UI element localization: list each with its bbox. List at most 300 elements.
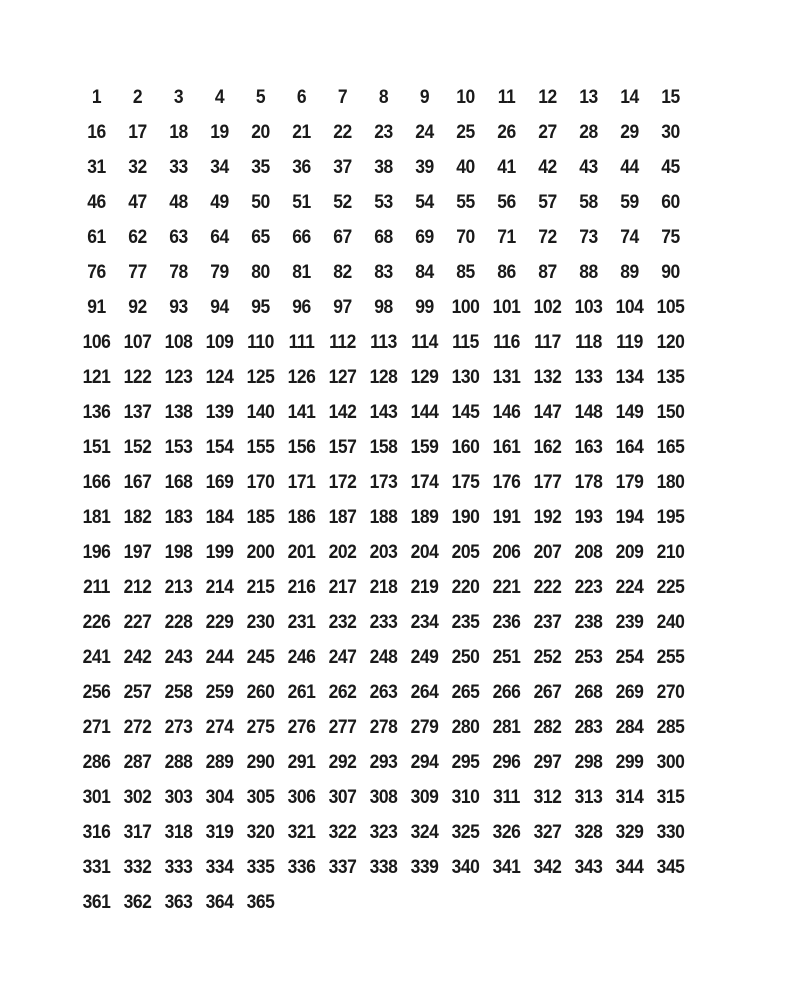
number-cell: 147 [533,401,562,423]
number-cell: 237 [533,611,562,633]
number-cell: 278 [369,716,398,738]
number-cell: 250 [451,646,480,668]
number-cell: 235 [451,611,480,633]
number-cell: 50 [251,191,270,213]
number-cell: 47 [128,191,147,213]
number-cell: 160 [451,436,480,458]
number-cell: 39 [415,156,434,178]
number-cell: 28 [579,121,598,143]
number-cell: 326 [492,821,521,843]
number-cell: 137 [123,401,152,423]
number-cell: 174 [410,471,439,493]
number-cell: 23 [374,121,393,143]
number-cell: 130 [451,366,480,388]
number-cell: 152 [123,436,152,458]
number-cell: 159 [410,436,439,458]
number-cell: 194 [615,506,644,528]
number-cell: 209 [615,541,644,563]
number-cell: 19 [210,121,229,143]
number-cell: 139 [205,401,234,423]
number-cell: 258 [164,681,193,703]
number-cell: 182 [123,506,152,528]
number-cell: 184 [205,506,234,528]
number-cell: 260 [246,681,275,703]
number-cell: 41 [497,156,516,178]
number-cell: 293 [369,751,398,773]
number-cell: 121 [82,366,111,388]
number-cell: 295 [451,751,480,773]
number-cell: 189 [410,506,439,528]
number-cell: 204 [410,541,439,563]
number-cell: 104 [615,296,644,318]
number-cell: 21 [292,121,311,143]
number-cell: 328 [574,821,603,843]
number-cell: 177 [533,471,562,493]
number-cell: 33 [169,156,188,178]
number-cell: 164 [615,436,644,458]
number-cell: 146 [492,401,521,423]
number-cell: 253 [574,646,603,668]
number-cell: 307 [328,786,357,808]
number-cell: 225 [656,576,685,598]
number-cell: 215 [246,576,275,598]
number-cell: 238 [574,611,603,633]
number-cell: 334 [205,856,234,878]
number-cell: 155 [246,436,275,458]
number-cell: 275 [246,716,275,738]
number-cell: 32 [128,156,147,178]
number-cell: 203 [369,541,398,563]
number-cell: 210 [656,541,685,563]
number-cell: 216 [287,576,316,598]
number-cell: 40 [456,156,475,178]
number-cell: 198 [164,541,193,563]
number-cell: 200 [246,541,275,563]
number-cell: 24 [415,121,434,143]
number-cell: 333 [164,856,193,878]
number-cell: 270 [656,681,685,703]
number-cell: 77 [128,261,147,283]
number-cell: 59 [620,191,639,213]
number-cell: 20 [251,121,270,143]
number-cell: 166 [82,471,111,493]
number-cell: 188 [369,506,398,528]
number-cell: 246 [287,646,316,668]
number-cell: 207 [533,541,562,563]
number-cell: 84 [415,261,434,283]
number-cell: 100 [451,296,480,318]
number-cell: 305 [246,786,275,808]
number-cell: 112 [329,331,356,353]
number-cell: 128 [369,366,398,388]
number-cell: 226 [82,611,111,633]
number-cell: 244 [205,646,234,668]
number-cell: 14 [620,86,639,108]
number-cell: 296 [492,751,521,773]
number-cell: 240 [656,611,685,633]
number-cell: 140 [246,401,275,423]
number-cell: 118 [575,331,602,353]
number-cell: 256 [82,681,111,703]
number-cell: 300 [656,751,685,773]
number-cell: 233 [369,611,398,633]
number-cell: 93 [169,296,188,318]
number-cell: 234 [410,611,439,633]
number-cell: 78 [169,261,188,283]
number-cell: 58 [579,191,598,213]
number-cell: 151 [82,436,111,458]
number-cell: 187 [328,506,357,528]
number-cell: 132 [533,366,562,388]
number-cell: 98 [374,296,393,318]
number-cell: 94 [210,296,229,318]
number-cell: 308 [369,786,398,808]
number-cell: 285 [656,716,685,738]
number-cell: 80 [251,261,270,283]
number-cell: 26 [497,121,516,143]
number-cell: 89 [620,261,639,283]
number-cell: 129 [410,366,439,388]
number-cell: 51 [292,191,311,213]
number-cell: 205 [451,541,480,563]
number-cell: 46 [87,191,106,213]
number-cell: 227 [123,611,152,633]
number-cell: 135 [656,366,685,388]
number-cell: 284 [615,716,644,738]
number-cell: 17 [128,121,147,143]
number-cell: 141 [287,401,316,423]
number-cell: 332 [123,856,152,878]
number-cell: 161 [492,436,521,458]
number-cell: 265 [451,681,480,703]
number-cell: 9 [419,86,430,108]
number-cell: 133 [574,366,603,388]
number-cell: 281 [492,716,521,738]
number-cell: 37 [333,156,352,178]
number-cell: 322 [328,821,357,843]
number-cell: 149 [615,401,644,423]
number-cell: 180 [656,471,685,493]
number-cell: 82 [333,261,352,283]
number-cell: 29 [620,121,639,143]
number-cell: 338 [369,856,398,878]
number-cell: 105 [656,296,685,318]
number-cell: 123 [164,366,193,388]
number-cell: 162 [533,436,562,458]
number-cell: 79 [210,261,229,283]
number-cell: 294 [410,751,439,773]
number-cell: 179 [615,471,644,493]
number-cell: 323 [369,821,398,843]
number-cell: 277 [328,716,357,738]
number-cell: 345 [656,856,685,878]
number-cell: 340 [451,856,480,878]
number-cell: 193 [574,506,603,528]
number-cell: 172 [328,471,357,493]
number-cell: 170 [246,471,275,493]
number-cell: 67 [333,226,352,248]
number-cell: 56 [497,191,516,213]
number-cell: 304 [205,786,234,808]
number-cell: 92 [128,296,147,318]
number-cell: 241 [82,646,111,668]
number-cell: 27 [538,121,557,143]
number-cell: 342 [533,856,562,878]
number-cell: 167 [123,471,152,493]
number-cell: 53 [374,191,393,213]
number-cell: 224 [615,576,644,598]
number-cell: 266 [492,681,521,703]
number-cell: 315 [656,786,685,808]
number-cell: 48 [169,191,188,213]
number-cell: 115 [452,331,479,353]
number-cell: 109 [205,331,234,353]
number-cell: 64 [210,226,229,248]
number-cell: 365 [246,891,275,913]
number-cell: 55 [456,191,475,213]
number-cell: 99 [415,296,434,318]
number-cell: 197 [123,541,152,563]
number-cell: 229 [205,611,234,633]
number-cell: 211 [83,576,110,598]
number-cell: 248 [369,646,398,668]
number-cell: 61 [87,226,106,248]
number-cell: 25 [456,121,475,143]
number-cell: 232 [328,611,357,633]
number-cell: 283 [574,716,603,738]
number-cell: 73 [579,226,598,248]
number-cell: 38 [374,156,393,178]
number-cell: 220 [451,576,480,598]
number-cell: 8 [378,86,389,108]
number-cell: 60 [661,191,680,213]
number-cell: 144 [410,401,439,423]
number-cell: 191 [492,506,521,528]
number-cell: 101 [492,296,521,318]
number-cell: 117 [534,331,561,353]
number-cell: 103 [574,296,603,318]
number-cell: 201 [287,541,316,563]
number-cell: 122 [123,366,152,388]
number-cell: 299 [615,751,644,773]
number-cell: 327 [533,821,562,843]
number-cell: 199 [205,541,234,563]
number-cell: 150 [656,401,685,423]
number-cell: 169 [205,471,234,493]
number-cell: 136 [82,401,111,423]
number-cell: 158 [369,436,398,458]
number-cell: 173 [369,471,398,493]
number-cell: 297 [533,751,562,773]
number-cell: 13 [579,86,598,108]
number-cell: 86 [497,261,516,283]
number-cell: 228 [164,611,193,633]
number-cell: 42 [538,156,557,178]
number-cell: 208 [574,541,603,563]
number-cell: 249 [410,646,439,668]
number-cell: 317 [123,821,152,843]
number-cell: 22 [333,121,352,143]
number-cell: 251 [492,646,521,668]
number-cell: 339 [410,856,439,878]
number-cell: 168 [164,471,193,493]
number-cell: 214 [205,576,234,598]
number-cell: 361 [82,891,111,913]
number-cell: 124 [205,366,234,388]
number-cell: 34 [210,156,229,178]
number-cell: 70 [456,226,475,248]
number-cell: 157 [328,436,357,458]
number-cell: 148 [574,401,603,423]
number-cell: 181 [82,506,111,528]
number-cell: 156 [287,436,316,458]
number-cell: 91 [87,296,106,318]
number-cell: 344 [615,856,644,878]
number-cell: 134 [615,366,644,388]
number-cell: 12 [538,86,557,108]
number-cell: 292 [328,751,357,773]
number-cell: 163 [574,436,603,458]
number-cell: 263 [369,681,398,703]
number-cell: 288 [164,751,193,773]
number-cell: 153 [164,436,193,458]
number-cell: 95 [251,296,270,318]
number-cell: 138 [164,401,193,423]
number-cell: 261 [287,681,316,703]
number-cell: 57 [538,191,557,213]
number-cell: 2 [132,86,143,108]
number-cell: 18 [169,121,188,143]
number-cell: 178 [574,471,603,493]
number-cell: 81 [292,261,311,283]
number-cell: 318 [164,821,193,843]
number-cell: 106 [82,331,111,353]
number-cell: 279 [410,716,439,738]
number-cell: 43 [579,156,598,178]
number-cell: 183 [164,506,193,528]
number-cell: 239 [615,611,644,633]
number-cell: 71 [497,226,516,248]
number-cell: 35 [251,156,270,178]
number-cell: 90 [661,261,680,283]
number-cell: 213 [164,576,193,598]
number-cell: 97 [333,296,352,318]
number-cell: 271 [82,716,111,738]
number-cell: 254 [615,646,644,668]
number-cell: 303 [164,786,193,808]
number-cell: 66 [292,226,311,248]
number-cell: 127 [328,366,357,388]
number-cell: 230 [246,611,275,633]
number-cell: 236 [492,611,521,633]
number-cell: 286 [82,751,111,773]
number-cell: 252 [533,646,562,668]
number-cell: 321 [287,821,316,843]
number-cell: 102 [533,296,562,318]
number-cell: 202 [328,541,357,563]
number-cell: 11 [497,86,516,108]
number-cell: 309 [410,786,439,808]
number-cell: 280 [451,716,480,738]
number-cell: 10 [456,86,475,108]
number-cell: 6 [296,86,307,108]
number-cell: 267 [533,681,562,703]
number-cell: 36 [292,156,311,178]
number-cell: 262 [328,681,357,703]
number-cell: 69 [415,226,434,248]
number-cell: 273 [164,716,193,738]
number-cell: 114 [411,331,438,353]
number-cell: 65 [251,226,270,248]
number-cell: 362 [123,891,152,913]
number-cell: 125 [246,366,275,388]
number-cell: 231 [287,611,316,633]
number-cell: 264 [410,681,439,703]
number-cell: 282 [533,716,562,738]
number-cell: 302 [123,786,152,808]
number-cell: 223 [574,576,603,598]
number-cell: 335 [246,856,275,878]
number-cell: 196 [82,541,111,563]
number-cell: 49 [210,191,229,213]
number-cell: 74 [620,226,639,248]
number-cell: 83 [374,261,393,283]
number-cell: 257 [123,681,152,703]
number-cell: 16 [87,121,106,143]
number-cell: 171 [287,471,316,493]
number-cell: 243 [164,646,193,668]
number-cell: 88 [579,261,598,283]
number-cell: 364 [205,891,234,913]
number-cell: 363 [164,891,193,913]
number-cell: 212 [123,576,152,598]
number-cell: 186 [287,506,316,528]
number-cell: 85 [456,261,475,283]
number-cell: 218 [369,576,398,598]
number-cell: 291 [287,751,316,773]
number-cell: 190 [451,506,480,528]
number-cell: 272 [123,716,152,738]
number-cell: 255 [656,646,685,668]
number-cell: 310 [451,786,480,808]
number-cell: 44 [620,156,639,178]
number-cell: 76 [87,261,106,283]
number-cell: 154 [205,436,234,458]
number-cell: 301 [82,786,111,808]
number-cell: 113 [370,331,397,353]
number-cell: 5 [255,86,266,108]
number-cell: 175 [451,471,480,493]
number-cell: 7 [337,86,348,108]
number-cell: 75 [661,226,680,248]
number-cell: 298 [574,751,603,773]
number-cell: 4 [214,86,225,108]
number-cell: 1 [91,86,102,108]
number-cell: 217 [328,576,357,598]
number-cell: 320 [246,821,275,843]
number-cell: 311 [493,786,520,808]
number-cell: 68 [374,226,393,248]
number-cell: 336 [287,856,316,878]
number-cell: 219 [410,576,439,598]
number-cell: 276 [287,716,316,738]
number-cell: 319 [205,821,234,843]
number-cell: 111 [288,331,315,353]
number-cell: 15 [661,86,680,108]
number-cell: 119 [616,331,643,353]
number-cell: 325 [451,821,480,843]
number-cell: 142 [328,401,357,423]
